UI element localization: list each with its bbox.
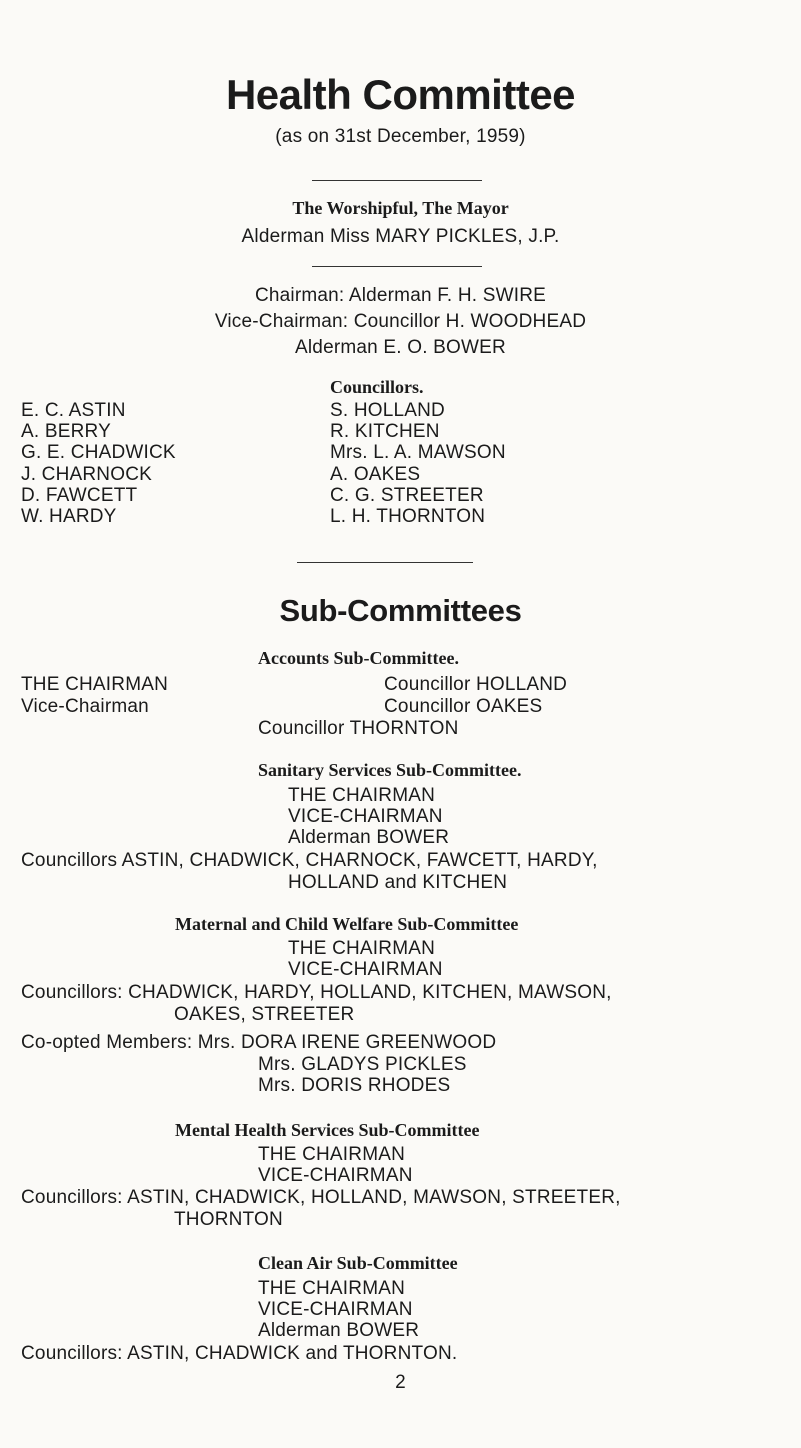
maternal-heading: Maternal and Child Welfare Sub-Committee [175, 914, 519, 934]
list-item: C. G. STREETER [330, 484, 484, 506]
list-item: THE CHAIRMAN [258, 1144, 406, 1165]
vice-chairman-line: Vice-Chairman: Councillor H. WOODHEAD [214, 311, 587, 332]
list-item: A. OAKES [330, 463, 421, 485]
accounts-chairman: THE CHAIRMAN [21, 674, 169, 695]
sanitary-councillors: Councillors ASTIN, CHADWICK, CHARNOCK, FAWCETT, HARDY, [21, 850, 598, 871]
mental-councillors: Councillors: ASTIN, CHADWICK, HOLLAND, MAWSON, STREETER, [21, 1187, 621, 1208]
mental-councillors-cont: THORNTON [174, 1209, 283, 1230]
list-item: R. KITCHEN [330, 421, 440, 443]
list-item: S. HOLLAND [330, 400, 445, 421]
date-line: (as on 31st December, 1959) [275, 126, 526, 147]
accounts-member: Councillor THORNTON [258, 718, 459, 739]
mayor-line-1: The Worshipful, The Mayor [292, 198, 509, 218]
maternal-councillors-cont: OAKES, STREETER [174, 1004, 355, 1025]
clean-air-councillors: Councillors: ASTIN, CHADWICK and THORNTON. [21, 1343, 458, 1364]
list-item: VICE-CHAIRMAN [258, 1165, 413, 1187]
list-item: Mrs. GLADYS PICKLES [258, 1054, 467, 1075]
list-item: THE CHAIRMAN [288, 785, 436, 806]
mayor-line-2: Alderman Miss MARY PICKLES, J.P. [241, 226, 560, 247]
list-item: L. H. THORNTON [330, 506, 486, 528]
sanitary-heading: Sanitary Services Sub-Committee. [258, 760, 522, 780]
maternal-officers [288, 938, 443, 980]
councillors-heading: Councillors. [330, 377, 424, 397]
councillors-left-list [21, 400, 176, 527]
maternal-councillors: Councillors: CHADWICK, HARDY, HOLLAND, KITCHEN, MAWSON, [21, 982, 612, 1003]
councillors-right-list [330, 400, 506, 527]
coopted-members: Co-opted Members: Mrs. DORA IRENE GREENWOOD [21, 1032, 497, 1053]
list-item: J. CHARNOCK [21, 463, 152, 485]
list-item: Alderman BOWER [258, 1320, 420, 1342]
accounts-vice-chairman: Vice-Chairman [21, 696, 149, 717]
mental-officers [258, 1144, 413, 1186]
list-item: E. C. ASTIN [21, 400, 126, 421]
list-item: Mrs. L. A. MAWSON [330, 442, 506, 464]
list-item: VICE-CHAIRMAN [288, 959, 443, 981]
divider [297, 562, 473, 563]
list-item: W. HARDY [21, 506, 117, 528]
list-item: G. E. CHADWICK [21, 442, 176, 464]
list-item: A. BERRY [21, 421, 111, 443]
list-item: D. FAWCETT [21, 484, 138, 506]
list-item: VICE-CHAIRMAN [288, 806, 443, 828]
coopted-members-cont [258, 1054, 467, 1096]
list-item: THE CHAIRMAN [258, 1278, 406, 1299]
list-item: VICE-CHAIRMAN [258, 1299, 413, 1321]
sanitary-councillors-cont: HOLLAND and KITCHEN [288, 872, 508, 893]
chairman-line: Chairman: Alderman F. H. SWIRE [254, 285, 547, 306]
sanitary-officers [288, 785, 449, 849]
accounts-member: Councillor OAKES [384, 696, 543, 717]
list-item: Alderman BOWER [288, 827, 450, 849]
page-title: Health Committee [225, 71, 576, 118]
list-item: THE CHAIRMAN [288, 938, 436, 959]
alderman-line: Alderman E. O. BOWER [295, 337, 506, 358]
accounts-heading: Accounts Sub-Committee. [258, 648, 459, 668]
clean-air-heading: Clean Air Sub-Committee [258, 1253, 458, 1273]
subcommittees-title: Sub-Committees [279, 593, 522, 628]
list-item: Mrs. DORIS RHODES [258, 1075, 451, 1097]
clean-air-officers [258, 1278, 419, 1342]
page-number: 2 [395, 1372, 406, 1393]
accounts-member: Councillor HOLLAND [384, 674, 568, 695]
divider [312, 180, 482, 181]
mental-heading: Mental Health Services Sub-Committee [175, 1120, 480, 1140]
divider [312, 266, 482, 267]
